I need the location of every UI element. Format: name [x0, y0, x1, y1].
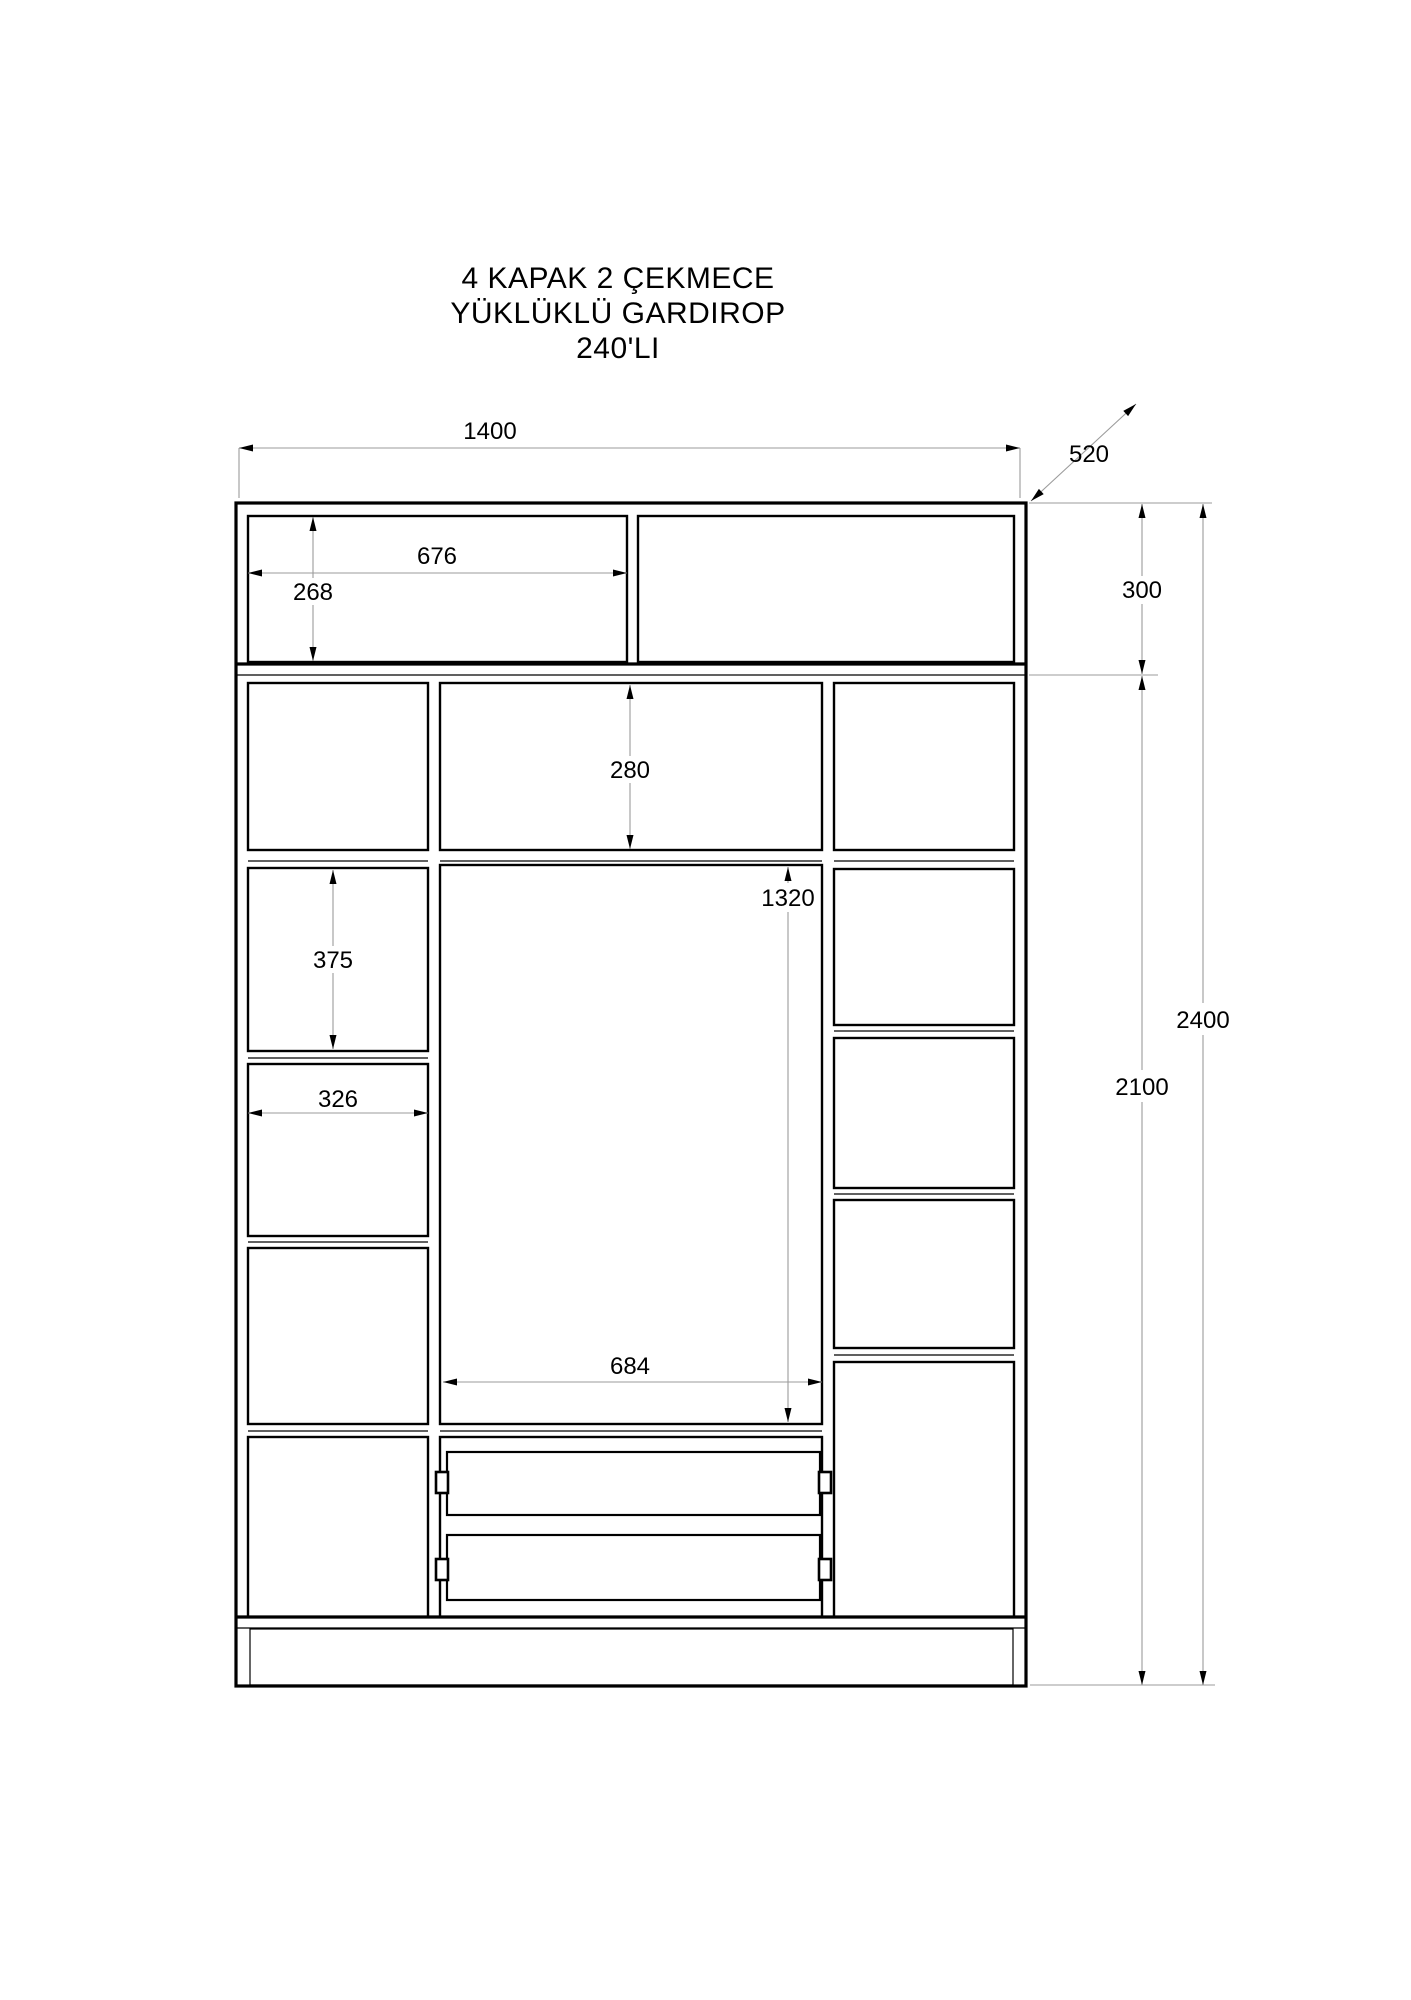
arrowhead-icon	[1139, 676, 1146, 690]
dim-depth	[1031, 404, 1136, 501]
left-compartment-1	[248, 683, 428, 850]
dim-label-left-shelf-width: 326	[317, 1086, 359, 1113]
arrowhead-icon	[239, 445, 253, 452]
drawing-title	[450, 262, 785, 365]
title-line-2: YÜKLÜKLÜ GARDIROP	[450, 297, 786, 330]
arrowhead-icon	[785, 1408, 792, 1422]
right-compartment-2	[834, 869, 1014, 1025]
arrowhead-icon	[1139, 660, 1146, 674]
dim-top-section-height	[1029, 503, 1212, 675]
dim-label-left-shelf-height: 375	[312, 947, 354, 974]
arrowhead-icon	[414, 1110, 428, 1117]
arrowhead-icon	[1139, 1671, 1146, 1685]
arrowhead-icon	[310, 517, 317, 531]
top-right-compartment	[638, 516, 1014, 662]
arrowhead-icon	[627, 685, 634, 699]
arrowhead-icon	[808, 1379, 822, 1386]
drawer2-right-slider-icon	[819, 1559, 831, 1580]
drawer-front-1	[447, 1452, 820, 1515]
right-compartment-3	[834, 1038, 1014, 1188]
dim-label-total-width: 1400	[463, 418, 517, 445]
dim-hanging-width	[443, 1353, 822, 1386]
right-compartment-4	[834, 1200, 1014, 1348]
arrowhead-icon	[627, 835, 634, 849]
dim-top-shelf-width	[248, 543, 627, 577]
dim-total-width	[239, 418, 1020, 498]
right-compartment-1	[834, 683, 1014, 850]
dim-label-body-height: 2100	[1115, 1074, 1169, 1101]
plinth-panel	[250, 1629, 1013, 1685]
dim-label-total-height: 2400	[1176, 1007, 1230, 1034]
dim-label-upper-shelf-height: 280	[609, 757, 651, 784]
dim-left-shelf-width	[248, 1086, 428, 1117]
drawer-compartment	[440, 1437, 822, 1617]
dim-top-shelf-height	[289, 517, 337, 661]
drawer2-left-slider-icon	[436, 1559, 448, 1580]
arrowhead-icon	[248, 1110, 262, 1117]
arrowhead-icon	[248, 570, 262, 577]
dim-hanging-height	[756, 867, 820, 1422]
right-compartment-5	[834, 1362, 1014, 1617]
drawer1-left-slider-icon	[436, 1472, 448, 1493]
dim-upper-shelf-height	[606, 685, 654, 849]
title-line-1: 4 KAPAK 2 ÇEKMECE	[461, 262, 775, 295]
title-line-3: 240'LI	[576, 332, 660, 365]
dim-label-hanging-height: 1320	[761, 885, 815, 912]
arrowhead-icon	[330, 870, 337, 884]
drawer1-right-slider-icon	[819, 1472, 831, 1493]
arrowhead-icon	[613, 570, 627, 577]
drawer-front-2	[447, 1535, 820, 1600]
dim-label-top-shelf-width: 676	[416, 543, 458, 570]
arrowhead-icon	[1139, 504, 1146, 518]
arrowhead-icon	[310, 647, 317, 661]
dim-left-shelf-height	[309, 870, 357, 1049]
dim-label-depth: 520	[1068, 441, 1110, 468]
left-compartment-4	[248, 1248, 428, 1424]
arrowhead-icon	[785, 867, 792, 881]
dim-label-top-shelf-height: 268	[292, 579, 334, 606]
dim-label-hanging-width: 684	[609, 1353, 651, 1380]
left-compartment-5	[248, 1437, 428, 1617]
dim-body-height	[1110, 676, 1174, 1685]
dim-label-top-section-height: 300	[1121, 577, 1163, 604]
arrowhead-icon	[1200, 504, 1207, 518]
arrowhead-icon	[443, 1379, 457, 1386]
arrowhead-icon	[330, 1035, 337, 1049]
arrowhead-icon	[1200, 1671, 1207, 1685]
arrowhead-icon	[1006, 445, 1020, 452]
hanging-compartment	[440, 865, 822, 1424]
